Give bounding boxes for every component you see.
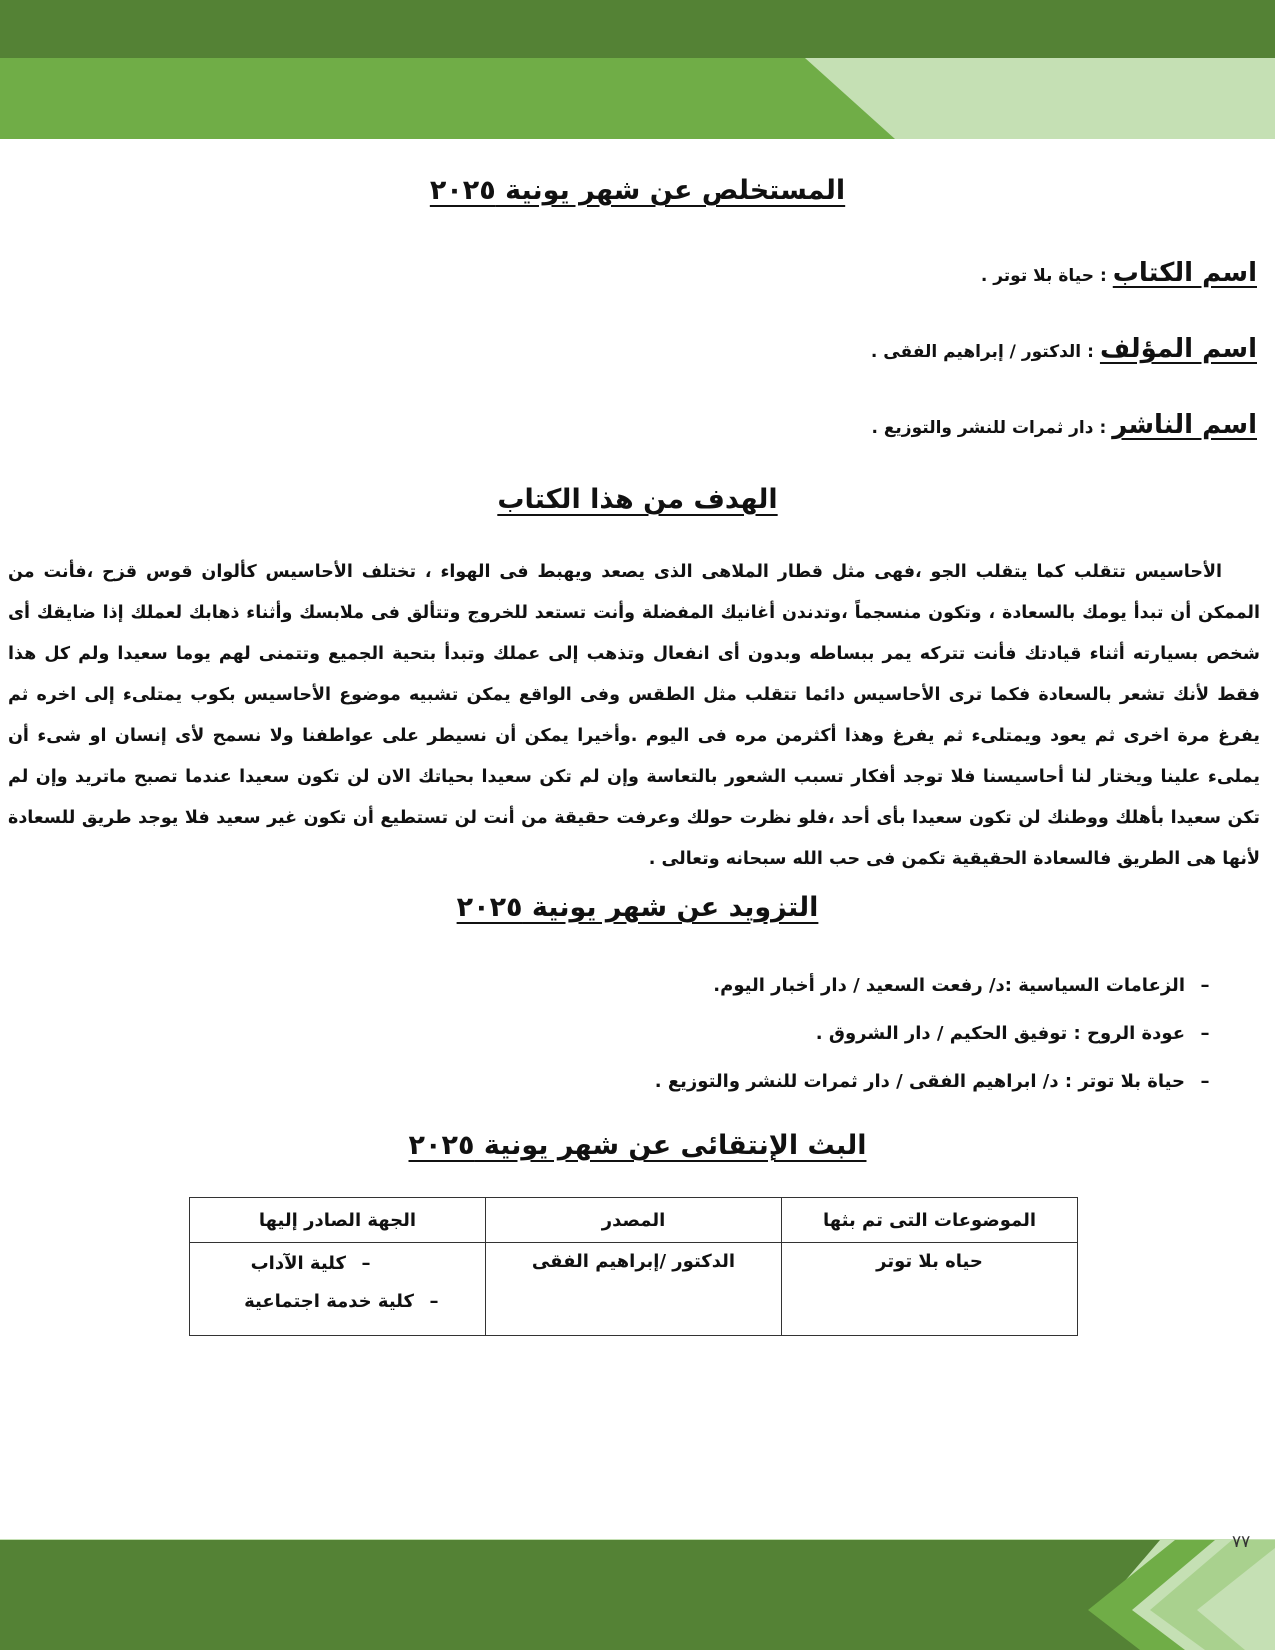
list-item — [325, 1010, 1225, 1058]
list-item-text: عودة الروح : توفيق الحكيم / دار الشروق . — [815, 1023, 1185, 1044]
cell-destinations — [190, 1243, 486, 1336]
supply-list — [325, 962, 1225, 1106]
author-name-line — [357, 334, 1257, 364]
publisher-name-label: اسم الناشر — [1112, 410, 1257, 440]
header-banner — [0, 0, 1275, 140]
list-dash: – — [1200, 1023, 1210, 1044]
abstract-title: المستخلص عن شهر يونية ٢٠٢٥ — [429, 175, 846, 206]
author-name-label: اسم المؤلف — [1099, 334, 1257, 364]
list-dash: – — [1200, 1071, 1210, 1092]
goal-title: الهدف من هذا الكتاب — [497, 484, 778, 515]
footer-banner — [0, 1530, 1275, 1650]
book-name-label: اسم الكتاب — [1112, 258, 1257, 288]
list-item-text: الزعامات السياسية :د/ رفعت السعيد / دار أخبار اليوم. — [713, 975, 1185, 996]
publisher-name-separator: : — [1099, 418, 1107, 438]
book-name-value: حياة بلا توتر . — [980, 266, 1094, 286]
table-header-row — [190, 1198, 1078, 1243]
broadcast-title: البث الإنتقائى عن شهر يونية ٢٠٢٥ — [408, 1130, 867, 1161]
list-item — [325, 1058, 1225, 1106]
goal-paragraph — [8, 552, 1260, 880]
destination-item — [191, 1251, 454, 1289]
book-name-line — [357, 258, 1257, 288]
list-item-text: حياة بلا توتر : د/ ابراهيم الفقى / دار ثمرات للنشر والتوزيع . — [654, 1071, 1185, 1092]
destination-text: كلية خدمة اجتماعية — [244, 1291, 414, 1312]
page-number: ٧٧ — [1232, 1532, 1251, 1552]
destination-text: كلية الآداب — [250, 1253, 346, 1274]
destination-item — [191, 1289, 454, 1327]
publisher-name-line — [357, 410, 1257, 440]
header-source: المصدر — [486, 1198, 782, 1243]
destination-list — [191, 1251, 484, 1327]
broadcast-table — [189, 1197, 1078, 1336]
author-name-separator: : — [1087, 342, 1094, 362]
cell-source: الدكتور /إبراهيم الفقى — [486, 1243, 782, 1336]
header-mid-shape — [0, 58, 895, 139]
list-dash: – — [429, 1291, 439, 1312]
book-name-separator: : — [1099, 266, 1107, 286]
list-dash: – — [1200, 975, 1210, 996]
cell-topic: حياه بلا توتر — [782, 1243, 1078, 1336]
header-topics: الموضوعات التى تم بثها — [782, 1198, 1078, 1243]
list-dash: – — [361, 1253, 371, 1274]
header-destination: الجهة الصادر إليها — [190, 1198, 486, 1243]
footer-dark-shape — [0, 1540, 1160, 1650]
author-name-value: الدكتور / إبراهيم الفقى . — [870, 342, 1082, 362]
list-item — [325, 962, 1225, 1010]
table-row — [190, 1243, 1078, 1336]
goal-text: الأحاسيس تتقلب كما يتقلب الجو ،فهى مثل قطار الملاهى الذى يصعد ويهبط فى الهواء ، تختلف الأحاسيس كألوان قوس قزح ،فأنت من الممكن أن تبدأ يومك بالسعادة ، وتكون منسجماً ،وتدندن أغانيك المفضلة وأنت تستعد للخروج وتتألق فى ملابسك وأثناء ذهابك لعملك إذا ضايقك أى شخص بسيارته أثناء قيادتك فأنت تتركه يمر ببساطه وبدون أى انفعال وتذهب إلى عملك وتبدأ بتحية الجميع وتتمنى لهم يوما سعيدا ولم كل هذا فقط لأنك تشعر بالسعادة فكما ترى الأحاسيس دائما تتقلب مثل الطقس وفى الواقع يمكن تشبيه موضوع الأحاسيس بكوب يمتلىء إلى اخره ثم يفرغ مرة اخرى ثم يعود ويمتلىء ثم يفرغ وهذا أكثرمن مره فى اليوم .وأخيرا يمكن أن نسيطر على عواطفنا ولا نسمح لأى إنسان او شىء أن يملىء علينا ويختار لنا أحاسيسنا فلا توجد أفكار تسبب الشعور بالتعاسة وإن لم تكن سعيدا بحياتك الان لن تكون سعيدا عندما تصبح ماتريد وإن لم تكن سعيدا بأهلك ووطنك لن تكون سعيدا بأى أحد ،فلو نظرت حولك وعرفت حقيقة من أنت لن تستطيع أن تكون غير سعيد فلا يوجد طريق للسعادة لأنها هى الطريق فالسعادة الحقيقية تكمن فى حب الله سبحانه وتعالى . — [8, 562, 1260, 869]
supply-title: التزويد عن شهر يونية ٢٠٢٥ — [456, 892, 819, 923]
publisher-name-value: دار ثمرات للنشر والتوزيع . — [871, 418, 1094, 438]
header-dark-strip — [0, 0, 1275, 58]
